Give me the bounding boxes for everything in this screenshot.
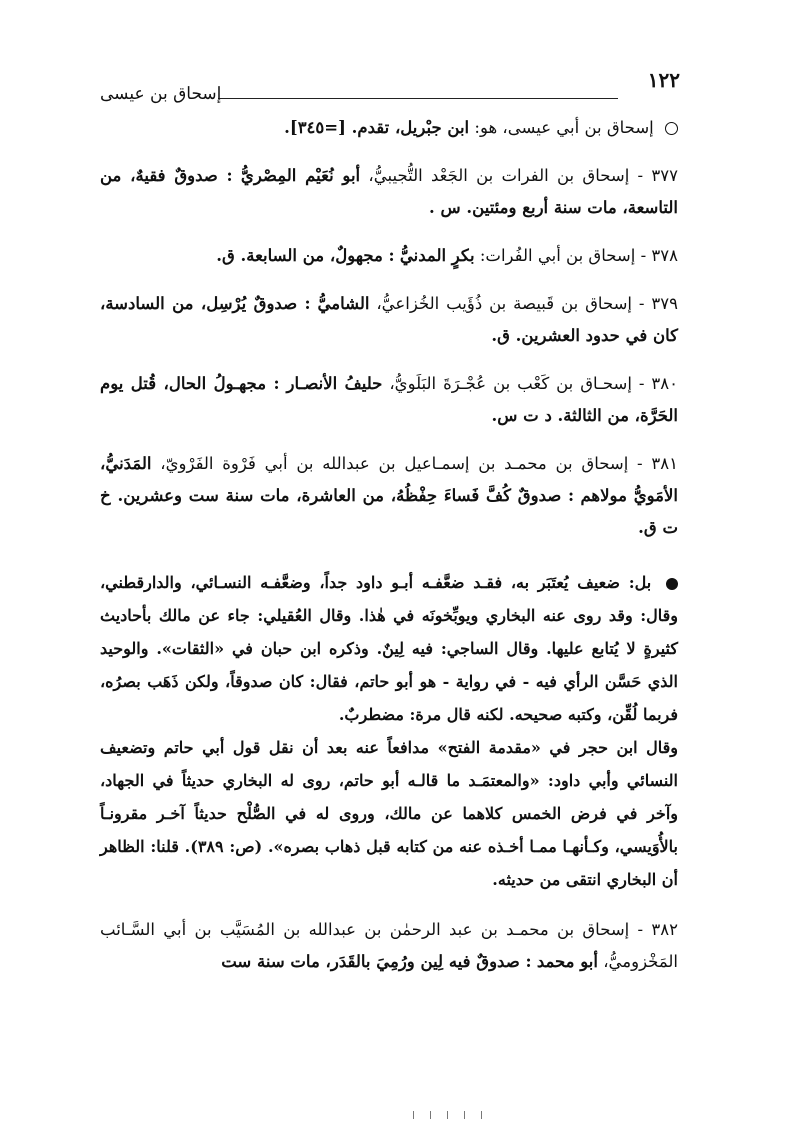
entry-description: : صدوقٌ يُرْسِل، من السادسة، كان في حدود العشرين. ق. <box>100 294 678 345</box>
entry-kunya: حليفُ الأنصـار <box>286 374 383 393</box>
entry-number: ٣٨١ - <box>628 454 678 473</box>
entry-name: إسحـاق بن كَعْب بن عُجْـرَةَ البَلَويُّ، <box>382 374 632 393</box>
entry-kunya: بكرٍ المدنيُّ <box>399 246 475 265</box>
entry-name: إسحاق بن قَبيصة بن ذُؤَيب الخُزاعيُّ، <box>369 294 633 313</box>
entry-number: ٣٧٩ - <box>632 294 678 313</box>
page-number: ١٢٢ <box>647 68 680 92</box>
entry-description: : صدوقٌ فقيهٌ، من التاسعة، مات سنة أربع ومئتين. س . <box>100 166 678 217</box>
entry-380 <box>100 368 678 432</box>
entry-kunya: أبو محمد <box>536 952 598 971</box>
editor-comment <box>100 566 678 896</box>
entry-description: : مجهولٌ، من السابعة. ق. <box>216 246 395 265</box>
entry-379 <box>100 288 678 352</box>
entry-381 <box>100 448 678 544</box>
hollow-circle-icon <box>665 122 678 135</box>
filled-circle-icon <box>666 578 678 590</box>
entry-number: ٣٧٨ - <box>635 246 678 265</box>
entry-number: ٣٧٧ - <box>629 166 678 185</box>
entry-number: ٣٨٢ - <box>629 920 678 939</box>
comment-paragraph: وقال ابن حجر في «مقدمة الفتح» مدافعاً عنه بعد أن نقل قول أبي حاتم وتضعيف النسائي وأبي داود: «والمعتمَـد ما قالـه أبو حاتم، روى له البخاري حديثاً في الجهاد، وآخر في فرض الخمس كلاهما عن مالك، وروى له في الصُّلْح حديثاً آخـر مقرونـاً بالأُوَيسي، وكـأنهـا ممـا أخـذه عنه من كتابه قبل ذهاب بصره». (ص: ٣٨٩). قلنا: الظاهر أن البخاري انتقى من حديثه. <box>100 738 679 889</box>
entry-name: إسحاق بن الفرات بن الجَعْد التُّجيبيُّ، <box>360 166 630 185</box>
entry-description: : صدوقٌ فيه لِين ورُمِيَ بالقَدَر، مات سنة ست <box>221 952 532 971</box>
entry-name: إسحاق بن محمـد بن عبد الرحمٰن بن عبدالله بن المُسَيَّب بن أبي السَّـائب المَخْزوميُّ، <box>100 920 678 971</box>
entry-description: : مجهـولُ الحال، قُتل يوم الحَرَّة، من الثالثة. د ت س. <box>100 374 678 425</box>
entry-name: إسحاق بن محمـد بن إسمـاعيل بن عبدالله بن أبي فَرْوة الفَرْويّ، <box>151 454 629 473</box>
entry-kunya: أبو نُعَيْم المِصْريُّ <box>240 166 361 185</box>
entry-382 <box>100 914 678 978</box>
entry-name: إسحاق بن أبي الفُرات: <box>474 246 636 265</box>
comment-paragraph: بل: ضعيف يُعتَبَر به، فقـد ضعَّفـه أبـو داود جداً، وضعَّفـه النسـائي، والدارقطني، وقال: وقد روى عنه البخاري ويوبِّخونَه في هٰذا. وقال العُقيلي: جاء عن مالك بأحاديث كثيرةٍ لا يُتابع عليها. وقال الساجي: فيه لِينٌ. وذكره ابن حبان في «الثقات». والوحيد الذي حَسَّن الرأي فيه - في رواية - هو أبو حاتم، فقال: كان صدوقاً، ولكن ذَهَب بصرُه، فربما لُقِّن، وكتبه صحيحه. لكنه قال مرة: مضطربٌ. <box>100 573 678 724</box>
entry-378 <box>100 240 678 272</box>
entry-description: : صدوقٌ كُفَّ فَساءَ حِفْظُهُ، من العاشرة، مات سنة ست وعشرين. خ ت ق. <box>100 486 678 537</box>
header-rule <box>218 98 618 99</box>
entry-kunya: المَدَنيُّ، الأمَويُّ مولاهم <box>100 454 678 505</box>
entry-number: ٣٨٠ - <box>631 374 678 393</box>
running-title: إسحاق بن عيسى <box>100 84 222 104</box>
page-body <box>100 112 678 994</box>
scan-edge-marks <box>380 1104 490 1114</box>
entry-kunya: الشاميُّ <box>317 294 370 313</box>
entry-377 <box>100 160 678 224</box>
cross-reference-entry <box>100 112 678 144</box>
entry-bold-text: ابن جبْريل، تقدم. [=٣٤٥]. <box>284 118 470 137</box>
entry-text: إسحاق بن أبي عيسى، هو: <box>469 118 654 137</box>
running-head <box>100 68 680 108</box>
